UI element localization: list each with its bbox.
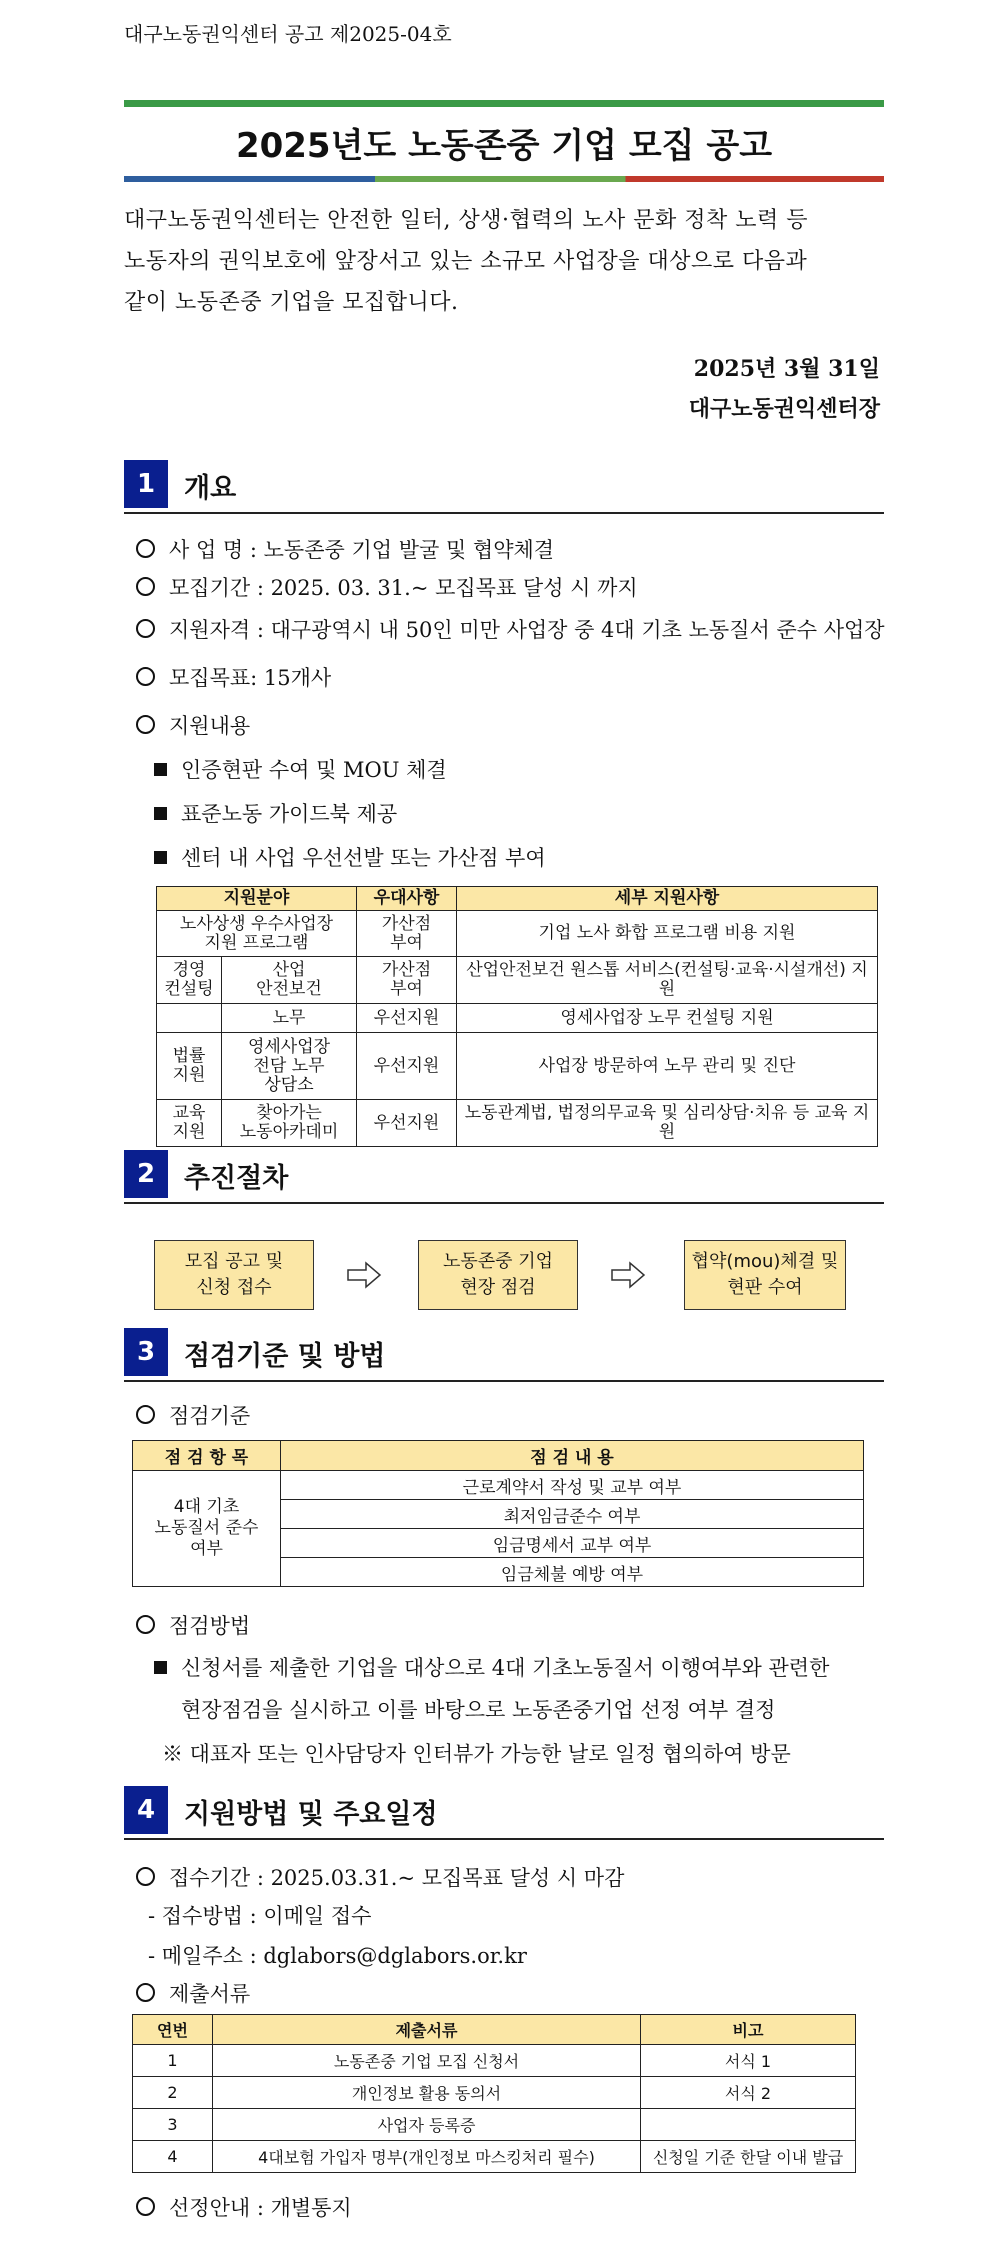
table-row: 4대 기초 노동질서 준수 여부 근로계약서 작성 및 교부 여부 bbox=[133, 1471, 864, 1500]
method-item: 신청서를 제출한 기업을 대상으로 4대 기초노동질서 이행여부와 관련한 bbox=[154, 1652, 829, 1682]
apply-method: - 접수방법 : 이메일 접수 bbox=[148, 1904, 372, 1928]
document-reference: 대구노동권익센터 공고 제2025-04호 bbox=[124, 22, 452, 46]
section-header-overview: 1 개요 bbox=[124, 460, 884, 514]
list-item: 모집기간 : 2025. 03. 31.~ 모집목표 달성 시 까지 bbox=[136, 572, 638, 602]
list-item: 사 업 명 : 노동존중 기업 발굴 및 협약체결 bbox=[136, 534, 554, 564]
documents-table: 연번 제출서류 비고 1 노동존중 기업 모집 신청서 서식 1 2 개인정보 활용 동의서 서식 2 3 사업자 등록증 4 4대보험 가입자 명부(개인정보 마스킹처리 필수) 신청일 기준 한달 이내 발급 bbox=[132, 2014, 856, 2173]
table-row: 1 노동존중 기업 모집 신청서 서식 1 bbox=[133, 2045, 856, 2077]
table-row: 노사상생 우수사업장 지원 프로그램 가산점 부여 기업 노사 화합 프로그램 비용 지원 bbox=[157, 911, 878, 957]
intro-paragraph: 대구노동권익센터는 안전한 일터, 상생·협력의 노사 문화 정착 노력 등 노동자의 권익보호에 앞장서고 있는 소규모 사업장을 대상으로 다음과 같이 노동존중 기업을 모집합니다. bbox=[124, 208, 808, 315]
table-row: 2 개인정보 활용 동의서 서식 2 bbox=[133, 2077, 856, 2109]
table-row: 최저임금준수 여부 bbox=[133, 1500, 864, 1529]
table-row: 임금명세서 교부 여부 bbox=[133, 1529, 864, 1558]
process-step-1: 모집 공고 및 신청 접수 bbox=[154, 1240, 314, 1310]
table-row: 교육 지원 찾아가는 노동아카데미 우선지원 노동관계법, 법정의무교육 및 심리상담·치유 등 교육 지원 bbox=[157, 1100, 878, 1147]
method-item-continued: 현장점검을 실시하고 이를 바탕으로 노동존중기업 선정 여부 결정 bbox=[181, 1698, 776, 1722]
title-bar-top bbox=[124, 100, 884, 107]
page-title: 2025년도 노동존중 기업 모집 공고 bbox=[235, 126, 773, 166]
issuer: 대구노동권익센터장 bbox=[688, 396, 880, 422]
table-row: 노무 우선지원 영세사업장 노무 컨설팅 지원 bbox=[157, 1004, 878, 1033]
section-header-apply: 4 지원방법 및 주요일정 bbox=[124, 1786, 884, 1840]
support-item: 인증현판 수여 및 MOU 체결 bbox=[154, 754, 447, 784]
list-item: 지원자격 : 대구광역시 내 50인 미만 사업장 중 4대 기초 노동질서 준수 사업장 bbox=[136, 614, 885, 644]
list-item: 지원내용 bbox=[136, 710, 250, 740]
list-item: 선정안내 : 개별통지 bbox=[136, 2192, 352, 2222]
table-row: 4 4대보험 가입자 명부(개인정보 마스킹처리 필수) 신청일 기준 한달 이내 발급 bbox=[133, 2141, 856, 2173]
table-row: 경영 컨설팅 산업 안전보건 가산점 부여 산업안전보건 원스톱 서비스(컨설팅·교육·시설개선) 지원 bbox=[157, 957, 878, 1004]
inspection-table: 점 검 항 목 점 검 내 용 4대 기초 노동질서 준수 여부 근로계약서 작성 및 교부 여부 최저임금준수 여부 임금명세서 교부 여부 임금체불 예방 여부 bbox=[132, 1440, 864, 1587]
section-header-inspection: 3 점검기준 및 방법 bbox=[124, 1328, 884, 1382]
support-table: 지원분야 우대사항 세부 지원사항 노사상생 우수사업장 지원 프로그램 가산점 부여 기업 노사 화합 프로그램 비용 지원 경영 컨설팅 산업 안전보건 가산점 부여 산업안전보건 원스톱 서비스(컨설팅·교육·시설개선) 지원 노무 우선지원 영세사업장 노무 컨설팅 지원 법률 지원 영세사업장 전담 노무 상담소 우선지원 사업장 방문하여 노무 관리 및 진단 교육 지원 찾아가는 노동아카데미 우선지원 노동관계법, 법정의무교육 및 심리상담·치유 등 교육 지원 bbox=[156, 886, 878, 1147]
table-row: 3 사업자 등록증 bbox=[133, 2109, 856, 2141]
section-header-process: 2 추진절차 bbox=[124, 1150, 884, 1204]
table-row: 임금체불 예방 여부 bbox=[133, 1558, 864, 1587]
arrow-right-icon bbox=[346, 1261, 382, 1289]
title-bar-bottom bbox=[124, 176, 884, 182]
table-row: 법률 지원 영세사업장 전담 노무 상담소 우선지원 사업장 방문하여 노무 관리 및 진단 bbox=[157, 1033, 878, 1100]
apply-email: - 메일주소 : dglabors@dglabors.or.kr bbox=[148, 1944, 527, 1968]
list-item: 제출서류 bbox=[136, 1978, 250, 2008]
list-item: 모집목표: 15개사 bbox=[136, 662, 331, 692]
list-item: 접수기간 : 2025.03.31.~ 모집목표 달성 시 마감 bbox=[136, 1862, 624, 1892]
support-item: 센터 내 사업 우선선발 또는 가산점 부여 bbox=[154, 842, 546, 872]
announcement-date: 2025년 3월 31일 bbox=[693, 356, 880, 382]
arrow-right-icon bbox=[610, 1261, 646, 1289]
list-item: 점검기준 bbox=[136, 1400, 250, 1430]
process-step-2: 노동존중 기업 현장 점검 bbox=[418, 1240, 578, 1310]
process-step-3: 협약(mou)체결 및 현판 수여 bbox=[684, 1240, 846, 1310]
support-item: 표준노동 가이드북 제공 bbox=[154, 798, 397, 828]
method-note: ※ 대표자 또는 인사담당자 인터뷰가 가능한 날로 일정 협의하여 방문 bbox=[162, 1742, 791, 1766]
list-item: 점검방법 bbox=[136, 1610, 250, 1640]
